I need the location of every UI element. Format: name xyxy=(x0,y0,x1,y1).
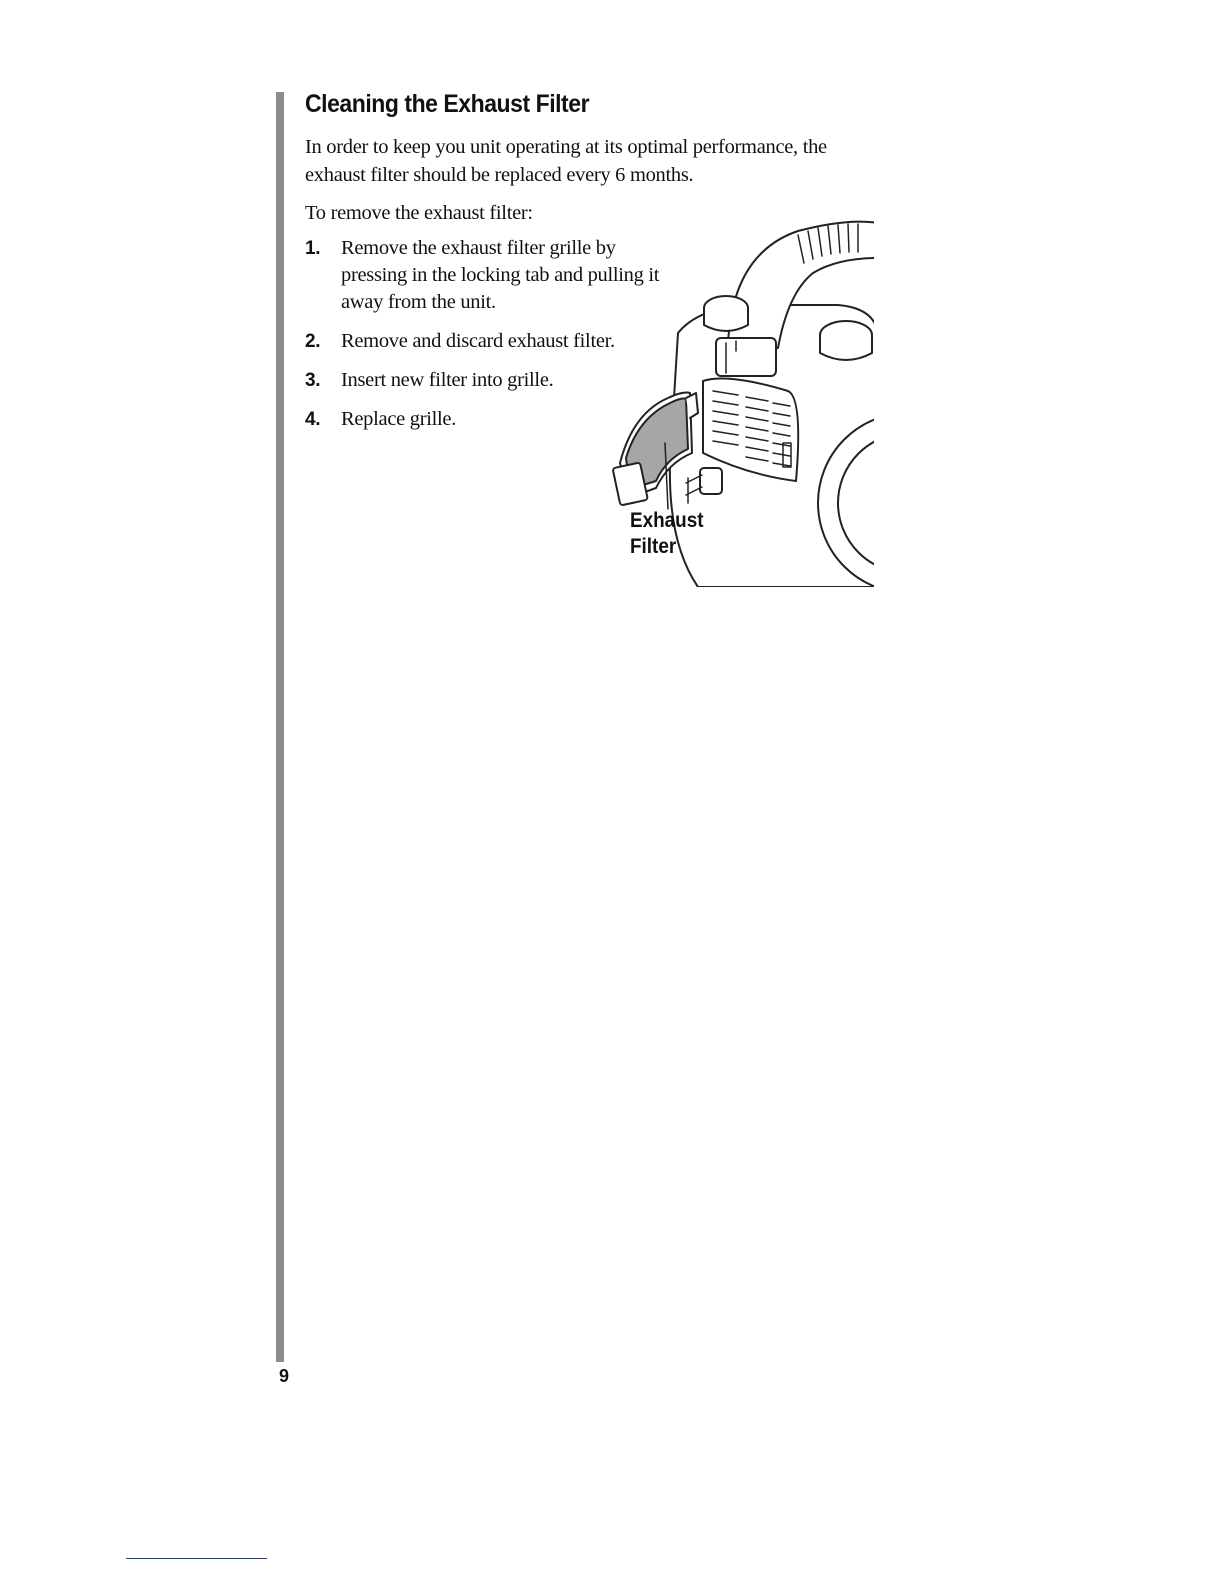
intro-paragraph: In order to keep you unit operating at its optimal performance, the exhaust filter should be replaced every 6 months. xyxy=(305,136,827,186)
page-title: Cleaning the Exhaust Filter xyxy=(305,90,590,118)
step-number: 3. xyxy=(305,370,321,391)
page-number: 9 xyxy=(279,1366,290,1386)
step-text: Replace grille. xyxy=(341,408,457,430)
step-text: Remove the exhaust filter grille by pressing in the locking tab and pulling it away from the unit. xyxy=(341,237,660,313)
callout-line: Exhaust xyxy=(630,509,704,532)
step-text: Remove and discard exhaust filter. xyxy=(341,330,615,352)
side-bar xyxy=(276,92,284,1362)
footnote-rule xyxy=(126,1558,267,1559)
callout-line: Filter xyxy=(630,535,677,558)
step-number: 1. xyxy=(305,238,321,259)
step-number: 2. xyxy=(305,331,321,352)
exhaust-filter-callout xyxy=(630,508,704,560)
steps-lead: To remove the exhaust filter: xyxy=(305,202,533,224)
step-number: 4. xyxy=(305,409,321,430)
step-text: Insert new filter into grille. xyxy=(341,369,554,391)
